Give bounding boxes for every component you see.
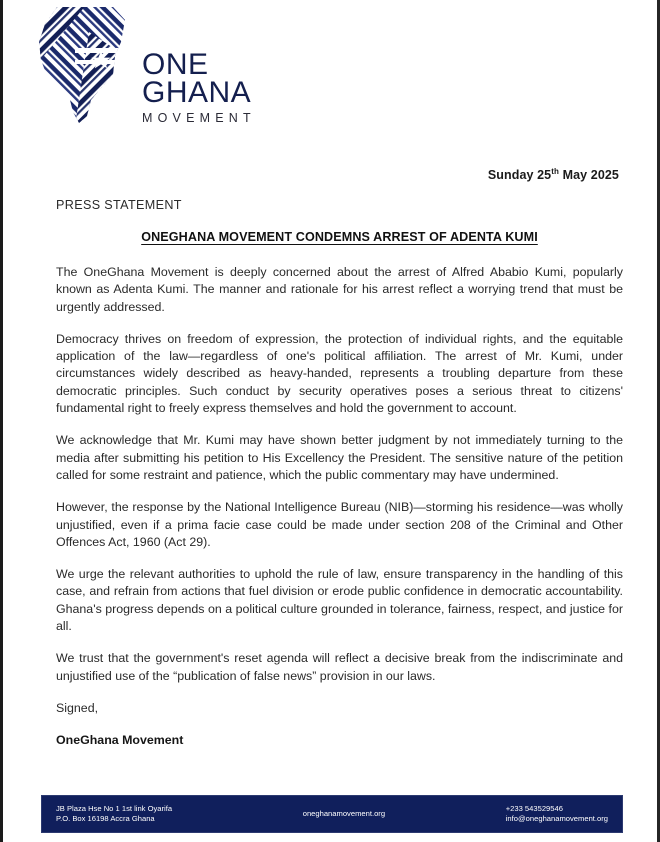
paragraph: The OneGhana Movement is deeply concerned about the arrest of Alfred Ababio Kumi, popularly known as Adenta Kumi. The manner and rationale for his arrest reflect a worrying trend that must be urgently addressed. bbox=[56, 265, 623, 314]
document-body bbox=[56, 198, 623, 750]
paragraph: However, the response by the National Intelligence Bureau (NIB)—storming his residence—was wholly unjustified, even if a prima facie case could be made under section 208 of the Criminal and Other Offences Act, 1960 (Act 29). bbox=[56, 500, 623, 549]
footer-address bbox=[42, 804, 172, 825]
footer-bar bbox=[41, 795, 623, 833]
page-title: ONEGHANA MOVEMENT CONDEMNS ARREST OF ADENTA KUMI bbox=[141, 230, 538, 244]
letterhead bbox=[29, 4, 349, 132]
logo-text-ghana: GHANA bbox=[142, 75, 252, 109]
paragraph: We urge the relevant authorities to uphold the rule of law, ensure transparency in the handling of this case, and refrain from actions that fuel division or erode public confidence in democratic accountability. Ghana's progress depends on a political culture grounded in tolerance, fairness, respect, and justice for all. bbox=[56, 567, 623, 634]
logo-text-movement: MOVEMENT bbox=[142, 111, 256, 126]
footer-address-line2: P.O. Box 16198 Accra Ghana bbox=[56, 814, 155, 823]
signed-label: Signed, bbox=[56, 700, 99, 715]
footer-phone[interactable]: +233 543529546 bbox=[505, 803, 563, 813]
statement-date bbox=[488, 168, 619, 182]
paragraph: We acknowledge that Mr. Kumi may have shown better judgment by not immediately turning to the media after submitting his petition to His Excellency the President. The sensitive nature of the petition called for some restraint and patience, which the public commentary may have undermined. bbox=[56, 433, 623, 482]
one-ghana-woven-africa-logo-icon bbox=[29, 4, 141, 126]
footer-website[interactable]: oneghanamovement.org bbox=[302, 808, 386, 818]
press-statement-label: PRESS STATEMENT bbox=[56, 198, 182, 212]
footer-address-line1: JB Plaza Hse No 1 1st link Oyarifa bbox=[56, 803, 173, 813]
logo-wordmark bbox=[142, 48, 342, 126]
date-month-year: May 2025 bbox=[559, 168, 619, 182]
paragraph: Democracy thrives on freedom of expression, the protection of individual rights, and the equitable application of the law—regardless of one's political affiliation. The arrest of Mr. Kumi, under circumstances widely described as heavy-handed, represents a troubling departure from these democratic principles. Such conduct by security operatives poses a serious threat to citizens' fundamental right to freely express themselves and hold the government to account. bbox=[56, 331, 623, 416]
logo-text-one: ONE bbox=[142, 48, 209, 81]
date-day: Sunday 25 bbox=[487, 168, 552, 182]
paragraph: We trust that the government's reset agenda will reflect a decisive break from the indiscriminate and unjustified use of the “publication of false news” provision in our laws. bbox=[56, 651, 623, 683]
footer-contact bbox=[506, 804, 622, 825]
footer-email[interactable]: info@oneghanamovement.org bbox=[505, 814, 608, 823]
signature-name: OneGhana Movement bbox=[56, 733, 184, 748]
date-ordinal-suffix: th bbox=[551, 166, 560, 176]
